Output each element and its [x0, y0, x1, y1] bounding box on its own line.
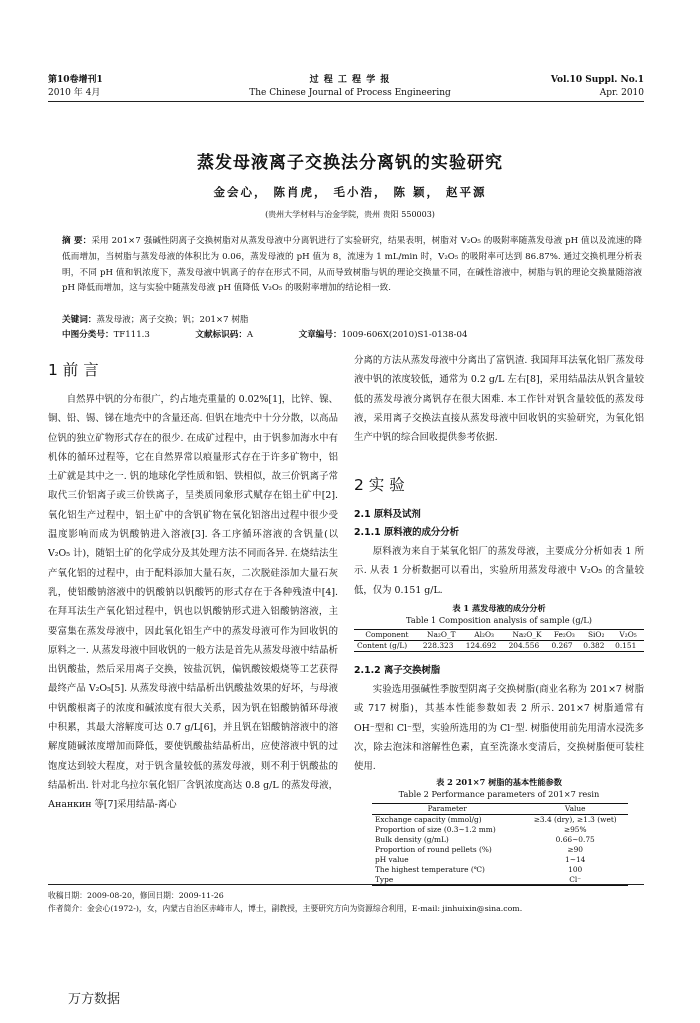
table1-header-row — [354, 630, 644, 641]
section1-heading: 1 前 言 — [48, 361, 99, 379]
article-no-label: 文章编号： — [298, 330, 342, 340]
table1-caption-en: Table 1 Composition analysis of sample (g/L) — [406, 615, 592, 625]
table2-cell: pH value — [375, 855, 409, 864]
header-journal-en: The Chinese Journal of Process Engineering — [249, 88, 451, 98]
header-volume-cn: 第10卷增刊1 — [48, 75, 103, 85]
classification-line — [62, 328, 642, 343]
right-column-intro — [354, 351, 644, 447]
header-date-en: Apr. 2010 — [599, 88, 644, 98]
clc-label: 中图分类号： — [62, 330, 114, 340]
watermark: 万方数据 — [68, 992, 121, 1007]
keywords-label: 关键词： — [62, 315, 97, 325]
authors: 金会心， 陈肖虎， 毛小浩， 陈 颖， 赵平源 — [213, 185, 487, 199]
table2-cell: 0.66~0.75 — [555, 835, 595, 844]
table1-cell: 0.267 — [551, 641, 573, 650]
para-2-1-2: 实验选用强碱性季胺型阴离子交换树脂(商业名称为 201×7 树脂或 717 树脂)，其基本性能参数如表 2 所示. 201×7 树脂通常有 OH⁻型和 Cl⁻型，实验所选用的为 Cl⁻型. 树脂使用前先用清水浸洗多次，除去泡沫和溶解性色素，直至洗涤水变清后，交换树脂便可装柱使用. — [354, 684, 644, 773]
table1-header-cell: Na₂O_T — [427, 630, 456, 639]
table2-cell: Proportion of size (0.3~1.2 mm) — [375, 825, 496, 834]
table2 — [372, 803, 628, 886]
table2-cell: Exchange capacity (mmol/g) — [375, 815, 482, 824]
abstract-label: 摘 要： — [62, 236, 92, 246]
table1-header-cell: V₂O₅ — [619, 630, 637, 639]
table1-caption-cn: 表 1 蒸发母液的成分分析 — [452, 603, 546, 613]
article-no-value: 1009-606X(2010)S1-0138-04 — [341, 330, 468, 340]
table2-row — [372, 825, 628, 835]
section1-paragraph: 自然界中钒的分布很广，约占地壳重量的 0.02%[1]，比锌、镍、铜、铅、锡、锑在地壳中的含量还高. 但钒在地壳中十分分散，以高品位钒的独立矿物形式存在的很少. 在成矿过程中，由于钒参加海水中有机体的循环过程等，它在自然界常以痕量形式存在于许多矿物中，铝土矿就是其中之一. 钒的地球化学性质和铝、铁相似，故三价钒离子常取代三价铝离子或三价铁离子，呈类质同象形式赋存在铝土矿中[2]. 氧化铝生产过程中，铝土矿中的含钒矿物在氧化铝溶出过程中很少受温度影响而成为钒酸钠进入溶液[3]. 各工序循环溶液的含钒量(以 V₂O₅ 计)，随铝土矿的化学成分及其处理方法不同而各异. 在烧结法生产氧化铝的过程中，由于配料添加大量石灰，二次脱硅添加大量石灰乳，使铝酸钠溶液中的钒酸钠以钒酸钙的形式存在于各种残渣中[4]. 在拜耳法生产氧化铝过程中，钒也以钒酸钠形式进入铝酸钠溶液，主要富集在蒸发母液中，因此氧化铝生产中的蒸发母液可作为回收钒的原料之一. 从蒸发母液中回收钒的一般方法是首先从蒸发母液中结晶析出钒酸盐，然后采用离子交换，铵盐沉钒，偏钒酸铵煅烧等工艺获得最终产品 V₂O₅[5]. 从蒸发母液中结晶析出钒酸盐效果的好坏，与母液中钒酸根离子的浓度和碱浓度有很大关系，因为钒在铝酸钠循环母液中积累，其最大溶解度可达 0.7 g/L[6]，并且钒在铝酸钠溶液中的溶解度随碱浓度增加而降低，要使钒酸盐结晶析出，应使溶液中钒的过饱度达到较大程度，对于钒含量较低的蒸发母液，则不利于钒酸盐的结晶析出. 针对北乌拉尔氧化铝厂含钒浓度高达 0.8 g/L 的蒸发母液，Ананкин 等[7]采用结晶-离心 — [48, 394, 338, 811]
table1-header-cell: Al₂O₃ — [474, 630, 494, 639]
subsection-2-1-1: 2.1.1 原料液的成分分析 — [354, 527, 459, 538]
table2-caption-cn: 表 2 201×7 树脂的基本性能参数 — [436, 777, 562, 787]
table2-caption-en: Table 2 Performance parameters of 201×7 resin — [398, 789, 600, 799]
table2-row — [372, 865, 628, 875]
subsection-2-1-2: 2.1.2 离子交换树脂 — [354, 665, 441, 676]
table2-cell: Bulk density (g/mL) — [375, 835, 449, 844]
affiliation: (贵州大学材料与冶金学院，贵州 贵阳 550003) — [265, 210, 435, 219]
table1-cell: 204.556 — [508, 641, 540, 650]
paper-title: 蒸发母液离子交换法分离钒的实验研究 — [197, 153, 503, 173]
left-column — [48, 390, 338, 855]
table2-row — [372, 835, 628, 845]
table2-cell: 1~14 — [565, 855, 586, 864]
para-2-1-2-wrap — [354, 680, 644, 776]
table2-cell: ≥90 — [567, 845, 583, 854]
table1-cell: 0.382 — [583, 641, 605, 650]
table1 — [354, 629, 644, 652]
table1-cell: 228.323 — [422, 641, 454, 650]
table2-cell: ≥95% — [563, 825, 587, 834]
table2-cell: ≥3.4 (dry), ≥1.3 (wet) — [533, 815, 617, 824]
footnote-rule — [48, 884, 644, 885]
abstract — [62, 234, 642, 297]
para-2-1-1: 原料液为来自于某氧化铝厂的蒸发母液，主要成分分析如表 1 所示. 从表 1 分析数据可以看出，实验所用蒸发母液中 V₂O₅ 的含量较低，仅为 0.151 g/L. — [354, 546, 644, 596]
footnote-received: 收稿日期：2009-08-20，修回日期：2009-11-26 — [48, 891, 224, 900]
intro-continuation: 分离的方法从蒸发母液中分离出了富钒渣. 我国拜耳法氧化铝厂蒸发母液中钒的浓度较低，通常为 0.2 g/L 左右[8]，采用结晶法从钒含量较低的蒸发母液分离钒存在很大困难. 本工作针对钒含量较低的蒸发母液，采用离子交换法直接从蒸发母液中回收钒的实验研究，为氧化铝生产中钒的综合回收提供参考依据. — [354, 355, 644, 444]
doc-code-label: 文献标识码： — [195, 330, 247, 340]
table2-row — [372, 855, 628, 865]
table1-cell: 0.151 — [615, 641, 637, 650]
table2-cell: Type — [375, 875, 394, 884]
table1-row — [354, 641, 644, 652]
subsection-2-1: 2.1 原料及试剂 — [354, 509, 421, 520]
table2-cell: Proportion of round pellets (%) — [375, 845, 492, 854]
table2-header-cell: Value — [564, 804, 586, 813]
table2-header-cell: Parameter — [427, 804, 467, 813]
para-2-1-1-wrap — [354, 542, 644, 600]
abstract-text: 采用 201×7 强碱性阴离子交换树脂对从蒸发母液中分离钒进行了实验研究，结果表明，树脂对 V₂O₅ 的吸附率随蒸发母液 pH 值以及流速的降低而增加，当树脂与蒸发母液的体积比为 0.06，蒸发母液的 pH 值为 8，流速为 1 mL/min 时，V₂O₅ 的吸附率可达到 86.87%. 通过交换机理分析表明，不同 pH 值和钒浓度下，蒸发母液中钒离子的存在形式不同，从而导致树脂与钒的理论交换量不同，在碱性溶液中，树脂与钒的理论交换量随溶液 pH 降低而增加，这与实验中随蒸发母液 pH 值降低 V₂O₅ 的吸附率增加的结论相一致. — [62, 236, 642, 294]
footnote-author: 作者简介：金会心(1972-)，女，内蒙古自治区赤峰市人，博士，副教授，主要研究方向为资源综合利用，E-mail: jinhuixin@sina.com. — [48, 904, 523, 913]
table1-header-cell: SiO₂ — [587, 630, 605, 639]
header-rule — [48, 101, 644, 102]
header-date-cn: 2010 年 4月 — [48, 88, 101, 98]
table1-cell: Content (g/L) — [357, 641, 408, 650]
header-volume-en: Vol.10 Suppl. No.1 — [550, 75, 644, 85]
table2-row — [372, 845, 628, 855]
table2-cell: 100 — [568, 865, 583, 874]
keywords-text: 蒸发母液；离子交换；钒；201×7 树脂 — [96, 315, 249, 325]
section2-heading: 2 实 验 — [354, 476, 405, 494]
table1-header-cell: Fe₂O₃ — [553, 630, 575, 639]
table1-cell: 124.692 — [465, 641, 497, 650]
table2-cell: The highest temperature (℃) — [375, 865, 485, 874]
doc-code-value: A — [246, 330, 254, 340]
table2-row — [372, 815, 628, 826]
table1-header-cell: Na₂O_K — [512, 630, 542, 639]
table1-header-cell: Component — [365, 630, 409, 639]
table2-header-row — [372, 804, 628, 815]
keywords — [62, 313, 642, 328]
header-journal-cn: 过 程 工 程 学 报 — [309, 75, 391, 85]
table2-cell: Cl⁻ — [569, 875, 582, 884]
clc-value: TF111.3 — [113, 330, 150, 340]
